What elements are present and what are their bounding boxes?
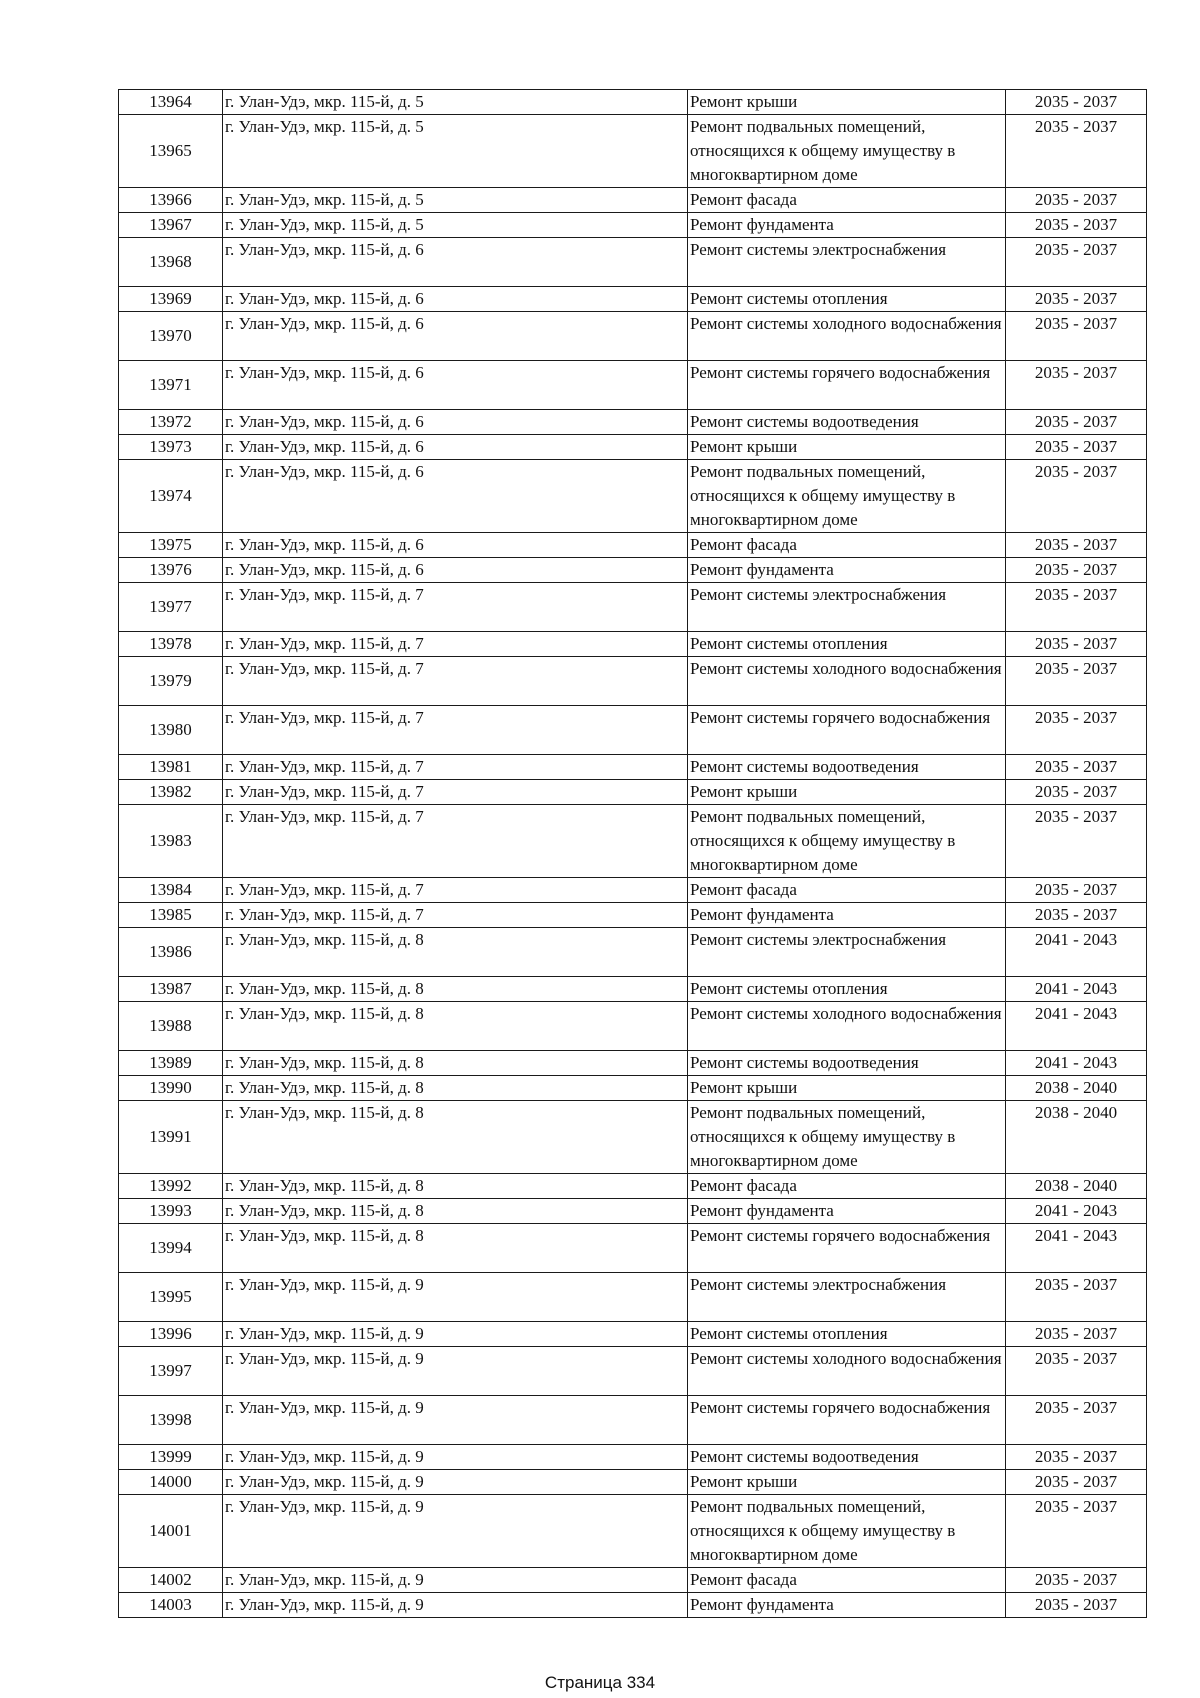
table-row [119, 1273, 1147, 1322]
address-cell: г. Улан-Удэ, мкр. 115-й, д. 9 [223, 1593, 688, 1618]
period-cell: 2035 - 2037 [1006, 805, 1147, 878]
address-cell: г. Улан-Удэ, мкр. 115-й, д. 7 [223, 657, 688, 706]
address-cell: г. Улан-Удэ, мкр. 115-й, д. 6 [223, 533, 688, 558]
table-row [119, 1445, 1147, 1470]
work-type-cell: Ремонт системы холодного водоснабжения [688, 1347, 1006, 1396]
table-row [119, 1076, 1147, 1101]
period-cell: 2041 - 2043 [1006, 1199, 1147, 1224]
row-number-cell: 13977 [119, 583, 223, 632]
period-cell: 2038 - 2040 [1006, 1174, 1147, 1199]
row-number-cell: 13968 [119, 238, 223, 287]
row-number-cell: 13999 [119, 1445, 223, 1470]
row-number-cell: 13993 [119, 1199, 223, 1224]
work-type-cell: Ремонт фасада [688, 1568, 1006, 1593]
table-row [119, 903, 1147, 928]
address-cell: г. Улан-Удэ, мкр. 115-й, д. 6 [223, 558, 688, 583]
table-row [119, 805, 1147, 878]
work-type-cell: Ремонт системы горячего водоснабжения [688, 1224, 1006, 1273]
period-cell: 2035 - 2037 [1006, 1396, 1147, 1445]
period-cell: 2035 - 2037 [1006, 90, 1147, 115]
row-number-cell: 13972 [119, 410, 223, 435]
address-cell: г. Улан-Удэ, мкр. 115-й, д. 7 [223, 780, 688, 805]
period-cell: 2035 - 2037 [1006, 1495, 1147, 1568]
row-number-cell: 13981 [119, 755, 223, 780]
row-number-cell: 13969 [119, 287, 223, 312]
work-type-cell: Ремонт фасада [688, 533, 1006, 558]
row-number-cell: 13966 [119, 188, 223, 213]
work-type-cell: Ремонт системы холодного водоснабжения [688, 312, 1006, 361]
work-type-cell: Ремонт системы электроснабжения [688, 238, 1006, 287]
period-cell: 2035 - 2037 [1006, 755, 1147, 780]
address-cell: г. Улан-Удэ, мкр. 115-й, д. 6 [223, 238, 688, 287]
work-type-cell: Ремонт подвальных помещений, относящихся к общему имуществу в многоквартирном доме [688, 1101, 1006, 1174]
table-row [119, 115, 1147, 188]
table-row [119, 632, 1147, 657]
work-type-cell: Ремонт крыши [688, 1076, 1006, 1101]
period-cell: 2035 - 2037 [1006, 558, 1147, 583]
work-type-cell: Ремонт фундамента [688, 1593, 1006, 1618]
address-cell: г. Улан-Удэ, мкр. 115-й, д. 5 [223, 188, 688, 213]
address-cell: г. Улан-Удэ, мкр. 115-й, д. 9 [223, 1322, 688, 1347]
period-cell: 2041 - 2043 [1006, 1002, 1147, 1051]
row-number-cell: 13991 [119, 1101, 223, 1174]
row-number-cell: 13971 [119, 361, 223, 410]
period-cell: 2035 - 2037 [1006, 632, 1147, 657]
row-number-cell: 14001 [119, 1495, 223, 1568]
row-number-cell: 13998 [119, 1396, 223, 1445]
period-cell: 2035 - 2037 [1006, 1445, 1147, 1470]
address-cell: г. Улан-Удэ, мкр. 115-й, д. 5 [223, 213, 688, 238]
address-cell: г. Улан-Удэ, мкр. 115-й, д. 6 [223, 312, 688, 361]
period-cell: 2035 - 2037 [1006, 1593, 1147, 1618]
period-cell: 2041 - 2043 [1006, 977, 1147, 1002]
work-type-cell: Ремонт системы водоотведения [688, 1051, 1006, 1076]
row-number-cell: 13964 [119, 90, 223, 115]
work-type-cell: Ремонт фундамента [688, 558, 1006, 583]
table-row [119, 558, 1147, 583]
address-cell: г. Улан-Удэ, мкр. 115-й, д. 8 [223, 1199, 688, 1224]
period-cell: 2035 - 2037 [1006, 213, 1147, 238]
row-number-cell: 13994 [119, 1224, 223, 1273]
row-number-cell: 13996 [119, 1322, 223, 1347]
work-type-cell: Ремонт системы водоотведения [688, 1445, 1006, 1470]
work-type-cell: Ремонт подвальных помещений, относящихся к общему имуществу в многоквартирном доме [688, 460, 1006, 533]
table-row [119, 755, 1147, 780]
work-type-cell: Ремонт системы электроснабжения [688, 583, 1006, 632]
period-cell: 2035 - 2037 [1006, 460, 1147, 533]
row-number-cell: 13976 [119, 558, 223, 583]
table-row [119, 287, 1147, 312]
table-row [119, 1347, 1147, 1396]
row-number-cell: 13983 [119, 805, 223, 878]
table-row [119, 1495, 1147, 1568]
work-schedule-table [118, 89, 1147, 1618]
work-type-cell: Ремонт крыши [688, 1470, 1006, 1495]
work-type-cell: Ремонт системы холодного водоснабжения [688, 657, 1006, 706]
table-row [119, 878, 1147, 903]
work-type-cell: Ремонт фасада [688, 1174, 1006, 1199]
address-cell: г. Улан-Удэ, мкр. 115-й, д. 9 [223, 1347, 688, 1396]
table-row [119, 583, 1147, 632]
address-cell: г. Улан-Удэ, мкр. 115-й, д. 9 [223, 1445, 688, 1470]
work-type-cell: Ремонт фасада [688, 878, 1006, 903]
row-number-cell: 13975 [119, 533, 223, 558]
address-cell: г. Улан-Удэ, мкр. 115-й, д. 7 [223, 805, 688, 878]
address-cell: г. Улан-Удэ, мкр. 115-й, д. 7 [223, 878, 688, 903]
period-cell: 2035 - 2037 [1006, 410, 1147, 435]
row-number-cell: 14002 [119, 1568, 223, 1593]
row-number-cell: 13988 [119, 1002, 223, 1051]
address-cell: г. Улан-Удэ, мкр. 115-й, д. 7 [223, 903, 688, 928]
work-type-cell: Ремонт фасада [688, 188, 1006, 213]
table-row [119, 928, 1147, 977]
row-number-cell: 13980 [119, 706, 223, 755]
work-type-cell: Ремонт фундамента [688, 213, 1006, 238]
row-number-cell: 13995 [119, 1273, 223, 1322]
row-number-cell: 13984 [119, 878, 223, 903]
table-row [119, 435, 1147, 460]
work-type-cell: Ремонт крыши [688, 435, 1006, 460]
table-row [119, 1002, 1147, 1051]
address-cell: г. Улан-Удэ, мкр. 115-й, д. 7 [223, 706, 688, 755]
work-type-cell: Ремонт системы горячего водоснабжения [688, 1396, 1006, 1445]
work-type-cell: Ремонт подвальных помещений, относящихся к общему имуществу в многоквартирном доме [688, 115, 1006, 188]
row-number-cell: 13987 [119, 977, 223, 1002]
row-number-cell: 13965 [119, 115, 223, 188]
address-cell: г. Улан-Удэ, мкр. 115-й, д. 9 [223, 1396, 688, 1445]
address-cell: г. Улан-Удэ, мкр. 115-й, д. 6 [223, 361, 688, 410]
table-row [119, 1322, 1147, 1347]
address-cell: г. Улан-Удэ, мкр. 115-й, д. 5 [223, 90, 688, 115]
period-cell: 2035 - 2037 [1006, 533, 1147, 558]
period-cell: 2035 - 2037 [1006, 361, 1147, 410]
period-cell: 2041 - 2043 [1006, 1051, 1147, 1076]
address-cell: г. Улан-Удэ, мкр. 115-й, д. 9 [223, 1273, 688, 1322]
address-cell: г. Улан-Удэ, мкр. 115-й, д. 8 [223, 1051, 688, 1076]
table-row [119, 460, 1147, 533]
row-number-cell: 13990 [119, 1076, 223, 1101]
table-row [119, 312, 1147, 361]
row-number-cell: 13979 [119, 657, 223, 706]
row-number-cell: 13982 [119, 780, 223, 805]
period-cell: 2041 - 2043 [1006, 928, 1147, 977]
row-number-cell: 13973 [119, 435, 223, 460]
table-row [119, 977, 1147, 1002]
address-cell: г. Улан-Удэ, мкр. 115-й, д. 8 [223, 1076, 688, 1101]
address-cell: г. Улан-Удэ, мкр. 115-й, д. 8 [223, 1101, 688, 1174]
address-cell: г. Улан-Удэ, мкр. 115-й, д. 5 [223, 115, 688, 188]
row-number-cell: 13985 [119, 903, 223, 928]
address-cell: г. Улан-Удэ, мкр. 115-й, д. 6 [223, 410, 688, 435]
period-cell: 2035 - 2037 [1006, 780, 1147, 805]
address-cell: г. Улан-Удэ, мкр. 115-й, д. 6 [223, 460, 688, 533]
table-row [119, 188, 1147, 213]
period-cell: 2035 - 2037 [1006, 657, 1147, 706]
table-row [119, 1593, 1147, 1618]
address-cell: г. Улан-Удэ, мкр. 115-й, д. 8 [223, 1002, 688, 1051]
table-row [119, 1199, 1147, 1224]
address-cell: г. Улан-Удэ, мкр. 115-й, д. 8 [223, 1224, 688, 1273]
period-cell: 2035 - 2037 [1006, 1322, 1147, 1347]
address-cell: г. Улан-Удэ, мкр. 115-й, д. 7 [223, 632, 688, 657]
period-cell: 2035 - 2037 [1006, 312, 1147, 361]
table-row [119, 361, 1147, 410]
period-cell: 2038 - 2040 [1006, 1076, 1147, 1101]
table-row [119, 780, 1147, 805]
address-cell: г. Улан-Удэ, мкр. 115-й, д. 8 [223, 1174, 688, 1199]
period-cell: 2035 - 2037 [1006, 1273, 1147, 1322]
table-row [119, 657, 1147, 706]
table-row [119, 533, 1147, 558]
period-cell: 2035 - 2037 [1006, 903, 1147, 928]
work-type-cell: Ремонт системы водоотведения [688, 755, 1006, 780]
work-type-cell: Ремонт системы отопления [688, 1322, 1006, 1347]
work-type-cell: Ремонт системы горячего водоснабжения [688, 706, 1006, 755]
table-row [119, 1174, 1147, 1199]
work-type-cell: Ремонт крыши [688, 780, 1006, 805]
table-row [119, 238, 1147, 287]
row-number-cell: 13997 [119, 1347, 223, 1396]
table-row [119, 1568, 1147, 1593]
table-row [119, 706, 1147, 755]
period-cell: 2035 - 2037 [1006, 583, 1147, 632]
table-row [119, 410, 1147, 435]
table-row [119, 213, 1147, 238]
address-cell: г. Улан-Удэ, мкр. 115-й, д. 6 [223, 435, 688, 460]
period-cell: 2035 - 2037 [1006, 238, 1147, 287]
work-type-cell: Ремонт системы отопления [688, 977, 1006, 1002]
period-cell: 2035 - 2037 [1006, 287, 1147, 312]
work-type-cell: Ремонт системы отопления [688, 287, 1006, 312]
table-row [119, 90, 1147, 115]
row-number-cell: 13974 [119, 460, 223, 533]
row-number-cell: 13989 [119, 1051, 223, 1076]
row-number-cell: 14000 [119, 1470, 223, 1495]
period-cell: 2035 - 2037 [1006, 115, 1147, 188]
table-row [119, 1470, 1147, 1495]
work-type-cell: Ремонт крыши [688, 90, 1006, 115]
period-cell: 2035 - 2037 [1006, 706, 1147, 755]
table-body [119, 90, 1147, 1618]
table-row [119, 1224, 1147, 1273]
row-number-cell: 13970 [119, 312, 223, 361]
period-cell: 2038 - 2040 [1006, 1101, 1147, 1174]
work-type-cell: Ремонт системы горячего водоснабжения [688, 361, 1006, 410]
address-cell: г. Улан-Удэ, мкр. 115-й, д. 6 [223, 287, 688, 312]
period-cell: 2035 - 2037 [1006, 878, 1147, 903]
table-row [119, 1051, 1147, 1076]
period-cell: 2041 - 2043 [1006, 1224, 1147, 1273]
work-type-cell: Ремонт фундамента [688, 1199, 1006, 1224]
work-type-cell: Ремонт системы водоотведения [688, 410, 1006, 435]
address-cell: г. Улан-Удэ, мкр. 115-й, д. 8 [223, 977, 688, 1002]
row-number-cell: 13986 [119, 928, 223, 977]
page-footer: Страница 334 [544, 1673, 656, 1692]
period-cell: 2035 - 2037 [1006, 1470, 1147, 1495]
period-cell: 2035 - 2037 [1006, 1347, 1147, 1396]
address-cell: г. Улан-Удэ, мкр. 115-й, д. 9 [223, 1568, 688, 1593]
address-cell: г. Улан-Удэ, мкр. 115-й, д. 8 [223, 928, 688, 977]
address-cell: г. Улан-Удэ, мкр. 115-й, д. 7 [223, 583, 688, 632]
row-number-cell: 14003 [119, 1593, 223, 1618]
row-number-cell: 13967 [119, 213, 223, 238]
row-number-cell: 13978 [119, 632, 223, 657]
address-cell: г. Улан-Удэ, мкр. 115-й, д. 7 [223, 755, 688, 780]
table-row [119, 1396, 1147, 1445]
work-type-cell: Ремонт фундамента [688, 903, 1006, 928]
work-type-cell: Ремонт системы электроснабжения [688, 928, 1006, 977]
work-type-cell: Ремонт системы электроснабжения [688, 1273, 1006, 1322]
work-type-cell: Ремонт системы отопления [688, 632, 1006, 657]
period-cell: 2035 - 2037 [1006, 435, 1147, 460]
address-cell: г. Улан-Удэ, мкр. 115-й, д. 9 [223, 1470, 688, 1495]
row-number-cell: 13992 [119, 1174, 223, 1199]
period-cell: 2035 - 2037 [1006, 188, 1147, 213]
period-cell: 2035 - 2037 [1006, 1568, 1147, 1593]
work-type-cell: Ремонт подвальных помещений, относящихся к общему имуществу в многоквартирном доме [688, 1495, 1006, 1568]
address-cell: г. Улан-Удэ, мкр. 115-й, д. 9 [223, 1495, 688, 1568]
work-type-cell: Ремонт подвальных помещений, относящихся к общему имуществу в многоквартирном доме [688, 805, 1006, 878]
work-type-cell: Ремонт системы холодного водоснабжения [688, 1002, 1006, 1051]
table-row [119, 1101, 1147, 1174]
